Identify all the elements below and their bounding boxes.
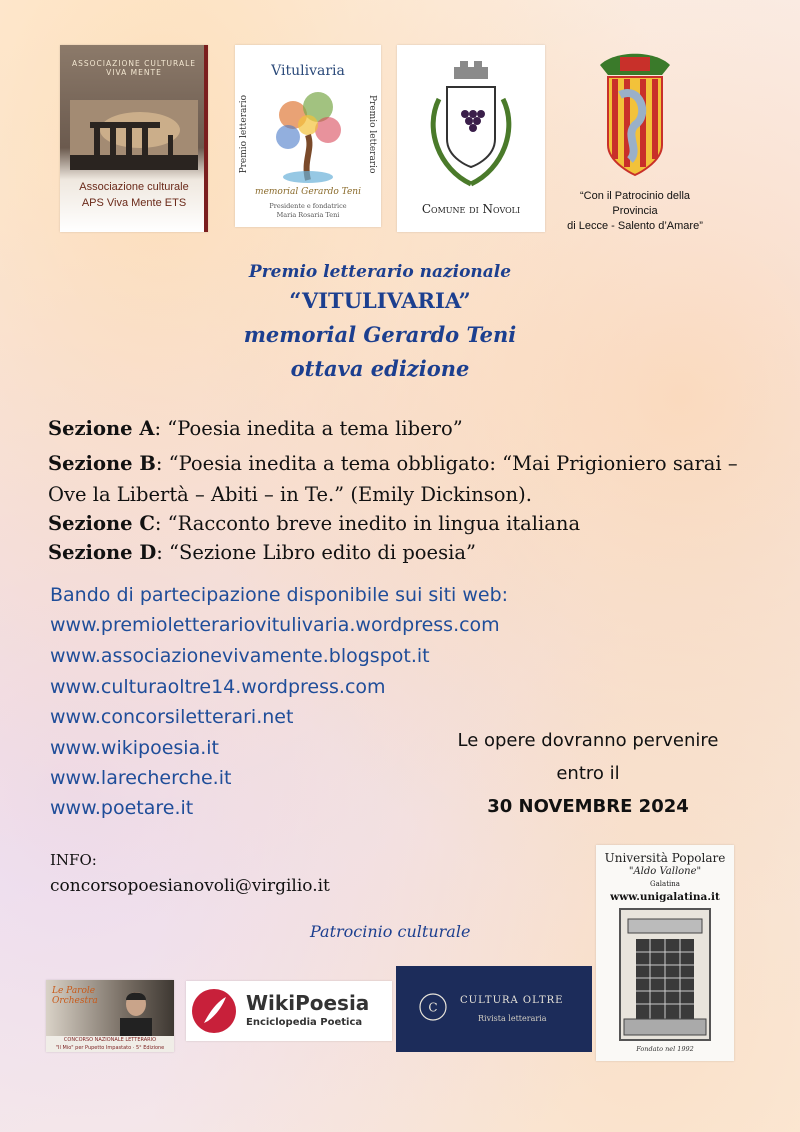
title-line1: Premio letterario nazionale [248,262,512,282]
lecce-caption-line2: Provincia [612,205,658,217]
novoli-crest-icon [419,59,523,199]
vivamente-name [60,179,208,211]
cultura-oltre-name: CULTURA OLTRE [460,995,564,1006]
uni-site: www.unigalatina.it [610,891,720,903]
link-poetare[interactable]: www.poetare.it [50,797,194,819]
novoli-name: Comune di Novoli [421,202,521,216]
section-d-label: Sezione D [48,541,157,564]
info-email[interactable]: concorsopoesianovoli@virgilio.it [50,876,330,896]
section-d [48,537,476,568]
title-line2: “VITULIVARIA” [289,288,471,313]
section-a [48,413,463,444]
poeta-title [52,986,98,1006]
vitulivaria-pres-line2: Maria Rosaria Teni [276,211,340,219]
link-concorsiletterari[interactable]: www.concorsiletterari.net [50,706,294,728]
poeta-band1: CONCORSO NAZIONALE LETTERARIO [63,1037,157,1043]
uni-line2: "Aldo Vallone" [628,866,702,877]
section-a-label: Sezione A [48,417,155,440]
lecce-caption-line1: “Con il Patrocinio della [579,190,691,202]
info-label: INFO: [50,851,97,869]
poeta-title2: Orchestra [52,996,98,1006]
section-a-text: : “Poesia inedita a tema libero” [154,417,463,440]
section-d-text: : “Sezione Libro edito di poesia” [156,541,476,564]
patrocinio-culturale: Patrocinio culturale [310,922,471,941]
title-line3: memorial Gerardo Teni [243,322,517,347]
wikipoesia-name: WikiPoesia [246,991,370,1015]
lecce-caption-line3: di Lecce - Salento d’Amare” [567,220,703,232]
lecce-patronage-caption [560,189,710,234]
deadline-date: 30 NOVEMBRE 2024 [487,796,689,817]
link-culturaoltre[interactable]: www.culturaoltre14.wordpress.com [50,676,386,698]
poeta-title1: Le Parole [52,986,96,996]
cultura-oltre-letter: C [428,1000,438,1015]
quill-circle-icon [190,987,238,1035]
section-c [48,508,580,539]
baroque-door-icon [618,907,712,1042]
link-wikipoesia[interactable]: www.wikipoesia.it [50,737,219,759]
section-b [48,448,748,510]
link-vitulivaria[interactable]: www.premioletterariovitulivaria.wordpress.com [50,614,500,636]
vitulivaria-side-right: Premio letterario [367,95,377,174]
link-larecherche[interactable]: www.larecherche.it [50,767,232,789]
vitulivaria-logo [235,45,381,227]
bando-text: Bando di partecipazione disponibile sui siti web: [50,584,509,606]
wikipoesia-tagline: Enciclopedia Poetica [246,1017,363,1028]
section-b-label: Sezione B [48,452,156,475]
wikipoesia-logo [186,981,392,1041]
uni-line3: Galatina [650,880,680,888]
universita-popolare-logo [596,845,734,1061]
uni-founded: Fondato nel 1992 [636,1045,694,1053]
vitulivaria-pres-line1: Presidente e fondatrice [269,202,347,210]
vivamente-line1: Associazione culturale [79,181,189,193]
cultura-oltre-circle-icon [418,992,448,1022]
temple-ruin-icon [70,100,198,170]
section-c-label: Sezione C [48,512,155,535]
title-line4: ottava edizione [290,356,470,381]
vitulivaria-memorial: memorial Gerardo Teni [255,187,361,197]
portrait-icon [116,988,156,1036]
vivamente-top-text: ASSOCIAZIONE CULTURALE VIVA MENTE [71,59,197,77]
novoli-logo [397,45,545,232]
cultura-oltre-logo [396,966,592,1052]
poeta-band2: "Il Mio" per Pupetto Impastato · 5° Edizione [55,1045,165,1051]
section-c-text: : “Racconto breve inedito in lingua italiana [154,512,581,535]
olive-tree-icon [263,85,353,185]
poetry-contest-logo [46,980,174,1052]
vitulivaria-title: Vitulivaria [271,63,345,79]
vitulivaria-president [235,202,381,220]
vitulivaria-side-left: Premio letterario [239,95,249,174]
cultura-oltre-tagline: Rivista letteraria [478,1014,547,1023]
deadline-line1: Le opere dovranno pervenire [457,730,719,751]
vivamente-logo [60,45,208,232]
deadline-line2: entro il [556,763,620,784]
uni-line1: Università Popolare [604,851,726,865]
poeta-band [46,1036,174,1052]
section-b-text: : “Poesia inedita a tema obbligato: “Mai Prigioniero sarai – Ove la Libertà – Abiti – in Te.” (Emily Dickinson). [48,452,738,506]
lecce-crest-icon [590,45,680,185]
link-vivamente[interactable]: www.associazionevivamente.blogspot.it [50,645,430,667]
vivamente-line2: APS Viva Mente ETS [81,197,187,209]
vivamente-side-bar [204,45,208,232]
lecce-crest-logo [590,45,680,185]
